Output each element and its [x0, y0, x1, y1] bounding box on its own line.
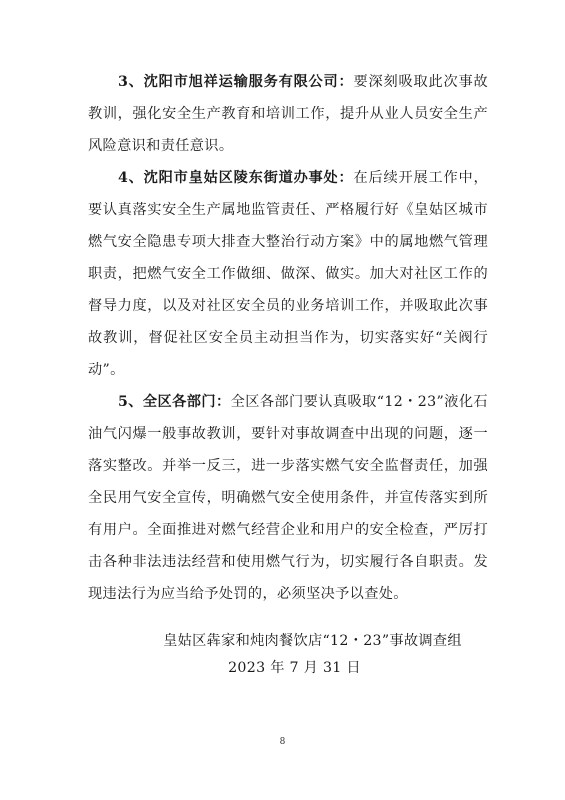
paragraph-5-body: 全区各部门要认真吸取“12・23”液化石油气闪爆一般事故教训，要针对事故调查中出现的问题，逐一落实整改。并举一反三，进一步落实燃气安全监督责任，加强全民用气安全宣传，明确燃气安全使用条件，并宣传落实到所有用户。全面推进对燃气经营企业和用户的安全检查，严厉打击各种非法违法经营和使用燃气行为，切实履行各自职责。发现违法行为应当给予处罚的，必须坚决予以查处。 [88, 394, 488, 602]
paragraph-4-lead: 4、沈阳市皇姑区陵东街道办事处： [118, 170, 354, 186]
paragraph-4 [88, 162, 488, 386]
paragraph-5-lead: 5、全区各部门： [118, 394, 231, 410]
paragraph-5 [88, 386, 488, 610]
paragraph-4-body: 在后续开展工作中，要认真落实安全生产属地监管责任、严格履行好《皇姑区城市燃气安全隐患专项大排查大整治行动方案》中的属地燃气管理职责，把燃气安全工作做细、做深、做实。加大对社区工作的督导力度，以及对社区安全员的业务培训工作，并吸取此次事故教训，督促社区安全员主动担当作为，切实落实好“关阀行动”。 [88, 170, 488, 378]
paragraph-3-body: 要深刻吸取此次事故教训，强化安全生产教育和培训工作，提升从业人员安全生产风险意识和责任意识。 [88, 74, 488, 154]
signature-organization: 皇姑区犇家和炖肉餐饮店“12・23”事故调查组 [163, 633, 462, 649]
signature-date: 2023 年 7 月 31 日 [228, 660, 361, 676]
document-body [88, 66, 488, 610]
page-number: 8 [279, 737, 286, 747]
paragraph-3-lead: 3、沈阳市旭祥运输服务有限公司： [118, 74, 354, 90]
paragraph-3 [88, 66, 488, 162]
